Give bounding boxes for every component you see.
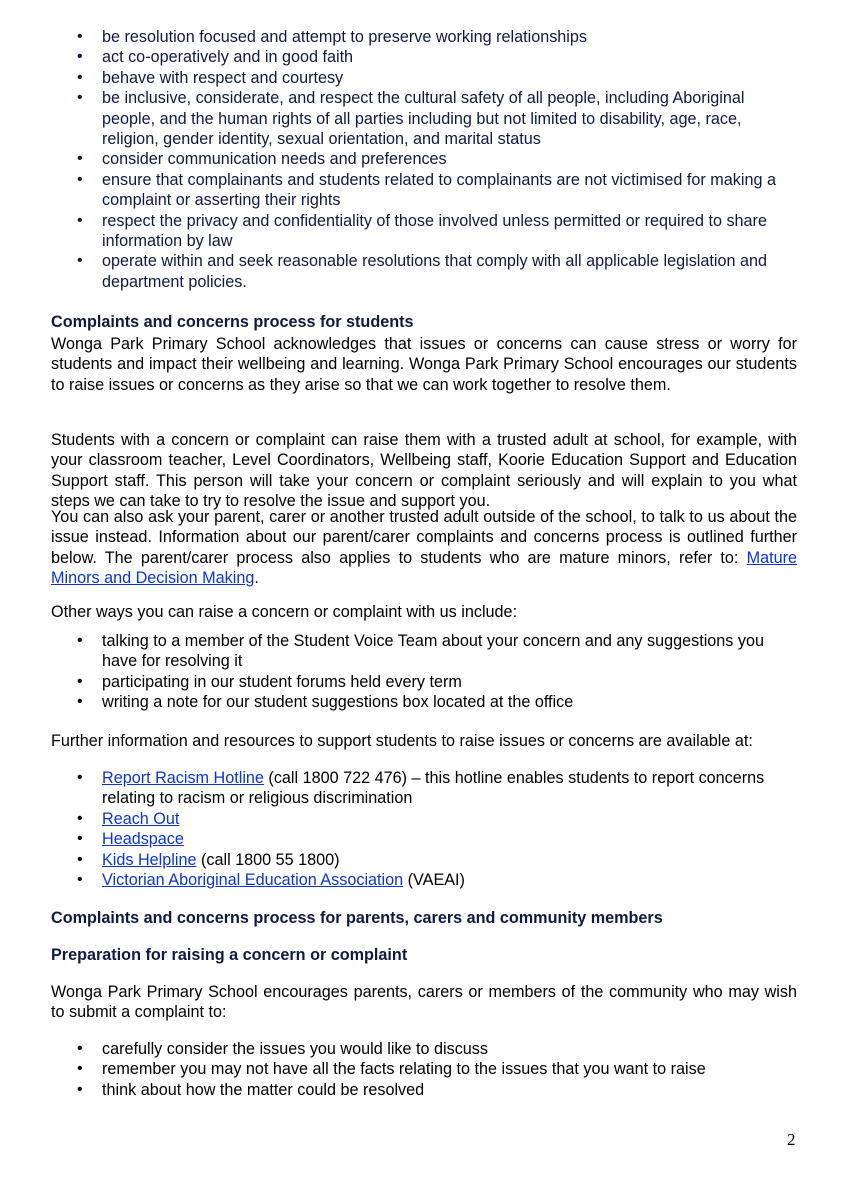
reach-out-link[interactable]: Reach Out <box>102 809 180 828</box>
list-item: • carefully consider the issues you would like to discuss <box>51 1039 801 1059</box>
paragraph-text: You can also ask your parent, carer or another trusted adult outside of the school, to talk to us about the issue instead. Information about our parent/carer complaints and concerns process is outlined further below. The parent/carer process also applies to students who are mature minors, refer to: <box>51 508 797 567</box>
list-item: • be inclusive, considerate, and respect the cultural safety of all people, including Aboriginal people, and the human rights of all parties including but not limited to disability, age, race, religion, gender identity, sexual orientation, and marital status <box>51 88 801 149</box>
list-item: • participating in our student forums held every term <box>51 672 801 692</box>
list-item <box>51 809 801 829</box>
parents-heading: Complaints and concerns process for parents, carers and community members <box>51 909 663 927</box>
resources-list <box>51 768 801 890</box>
list-item: • respect the privacy and confidentiality of those involved unless permitted or required to share information by law <box>51 211 801 252</box>
list-item: • Victorian Aboriginal Education Association (VAEAI) <box>51 870 801 890</box>
parents-list <box>51 1039 801 1100</box>
students-heading: Complaints and concerns process for students <box>51 313 414 331</box>
list-item: • act co-operatively and in good faith <box>51 47 801 67</box>
list-item: • Kids Helpline (call 1800 55 1800) <box>51 850 801 870</box>
conduct-list <box>51 27 801 292</box>
parents-intro: Wonga Park Primary School encourages parents, carers or members of the community who may wish to submit a complaint to: <box>51 983 797 1022</box>
list-item: • behave with respect and courtesy <box>51 68 801 88</box>
list-item: • talking to a member of the Student Voice Team about your concern and any suggestions you have for resolving it <box>51 631 801 672</box>
paragraph-end: . <box>254 569 259 588</box>
preparation-subheading: Preparation for raising a concern or complaint <box>51 946 408 964</box>
students-paragraph-1: Wonga Park Primary School acknowledges that issues or concerns can cause stress or worry for students and impact their wellbeing and learning. Wonga Park Primary School encourages our students to raise issues or concerns as they arise so that we can work together to resolve them. <box>51 335 797 394</box>
list-item: • operate within and seek reasonable resolutions that comply with all applicable legislation and department policies. <box>51 251 801 292</box>
list-item: • think about how the matter could be resolved <box>51 1080 801 1100</box>
list-item: • ensure that complainants and students related to complainants are not victimised for making a complaint or asserting their rights <box>51 170 801 211</box>
list-item: • consider communication needs and preferences <box>51 149 801 169</box>
list-item <box>51 829 801 849</box>
list-item: • remember you may not have all the facts relating to the issues that you want to raise <box>51 1059 801 1079</box>
further-info-text: Further information and resources to support students to raise issues or concerns are available at: <box>51 732 753 750</box>
vaeai-link[interactable]: Victorian Aboriginal Education Association <box>102 871 404 890</box>
list-item: • writing a note for our student suggestions box located at the office <box>51 692 801 712</box>
students-paragraph-3 <box>51 507 797 589</box>
list-item: • Report Racism Hotline (call 1800 722 476) – this hotline enables students to report concerns relating to racism or religious discrimination <box>51 768 801 809</box>
mature-minors-link[interactable]: Mature Minors and Decision Making <box>51 548 797 588</box>
kids-helpline-link[interactable]: Kids Helpline <box>102 850 197 869</box>
report-racism-hotline-link[interactable]: Report Racism Hotline <box>102 769 264 787</box>
students-paragraph-2: Students with a concern or complaint can raise them with a trusted adult at school, for example, with your classroom teacher, Level Coordinators, Wellbeing staff, Koorie Education Support and Education Support staff. This person will take your concern or complaint seriously and will explain to you what steps we can take to try to resolve the issue and support you. <box>51 431 797 511</box>
ways-list <box>51 631 801 713</box>
page-number: 2 <box>787 1130 796 1149</box>
list-item: • be resolution focused and attempt to preserve working relationships <box>51 27 801 47</box>
headspace-link[interactable]: Headspace <box>102 830 184 849</box>
other-ways-text: Other ways you can raise a concern or complaint with us include: <box>51 603 518 621</box>
